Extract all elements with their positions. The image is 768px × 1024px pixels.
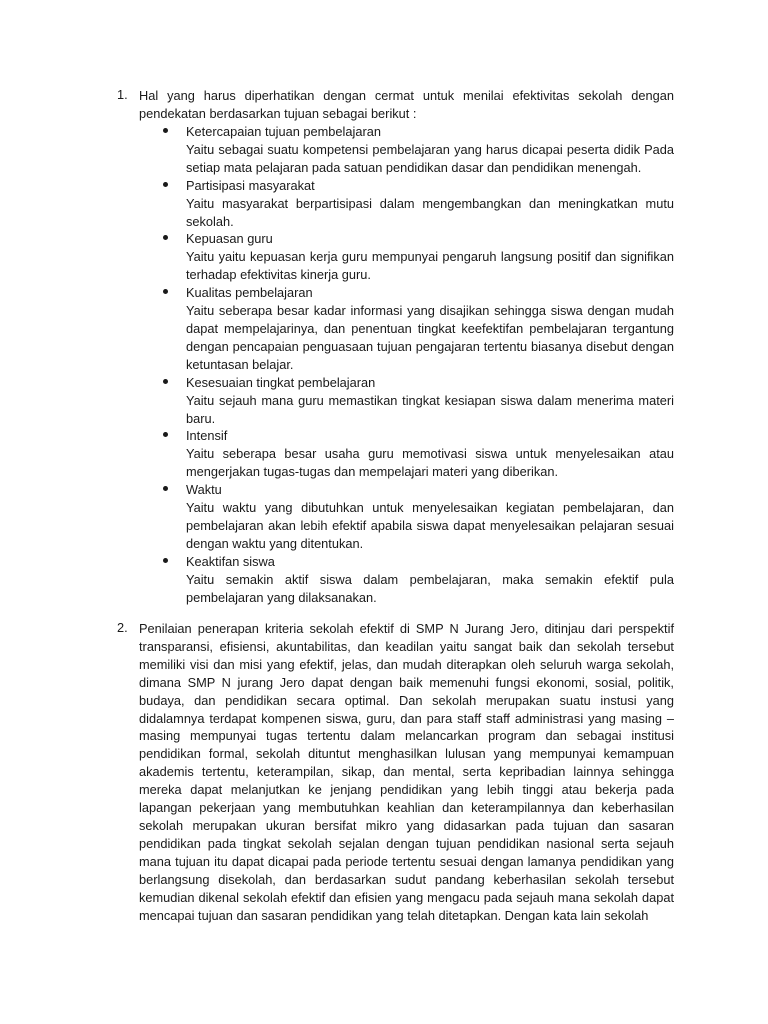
criteria-title: Kepuasan guru [186, 231, 273, 247]
criteria-description: Yaitu sejauh mana guru memastikan tingkat kesiapan siswa dalam menerima materi baru. [186, 392, 674, 426]
criteria-title: Waktu [186, 482, 222, 498]
criteria-title: Intensif [186, 428, 228, 444]
bullet-icon [163, 182, 168, 187]
criteria-description: Yaitu waktu yang dibutuhkan untuk menyelesaikan kegiatan pembelajaran, dan pembelajaran akan lebih efektif apabila siswa dapat menyelesaikan pelajaran sesuai dengan waktu yang ditentukan. [186, 500, 674, 551]
item-intro: Hal yang harus diperhatikan dengan cermat untuk menilai efektivitas sekolah dengan pendekatan berdasarkan tujuan sebagai berikut : [139, 88, 674, 121]
item-number: 1. [117, 87, 128, 102]
criteria-description: Yaitu sebagai suatu kompetensi pembelajaran yang harus dicapai peserta didik Pada setiap mata pelajaran pada satuan pendidikan dasar dan pendidikan menengah. [186, 141, 674, 175]
criteria-description: Yaitu yaitu kepuasan kerja guru mempunyai pengaruh langsung positif dan signifikan terhadap efektivitas kinerja guru. [186, 249, 674, 283]
criteria-description: Yaitu masyarakat berpartisipasi dalam mengembangkan dan meningkatkan mutu sekolah. [186, 195, 674, 229]
criteria-title: Keaktifan siswa [186, 553, 275, 569]
criteria-item [0, 123, 768, 177]
bullet-icon [163, 432, 168, 437]
item-paragraph: Penilaian penerapan kriteria sekolah efektif di SMP N Jurang Jero, ditinjau dari perspektif transparansi, efisiensi, akuntabilitas, dan keadilan yaitu sangat baik dan sekolah tersebut memiliki visi dan misi yang efektif, jelas, dan mudah diterapkan oleh seluruh warga sekolah, dimana SMP N jurang Jero dapat dengan baik memenuhi fungsi ekonomi, sosial, politik, budaya, dan pendidikan secara optimal. Dan sekolah merupakan suatu instusi yang didalamnya terdapat kompenen siswa, guru, dan para staff staff administrasi yang masing – masing mempunyai tugas tertentu dalam melancarkan program dan sebagai institusi pendidikan formal, sekolah dituntut menghasilkan lulusan yang mempunyai kemampuan akademis tertentu, keterampilan, sikap, dan mental, serta kepribadian lainnya sehingga mereka dapat melanjutkan ke jenjang pendidikan yang lebih tinggi atau bekerja pada lapangan pekerjaan yang membutuhkan keahlian dan keterampilannya dan keberhasilan sekolah merupakan ukuran bersifat mikro yang didasarkan pada tujuan dan sasaran pendidikan pada tingkat sekolah sejalan dengan tujuan pendidikan nasional serta sejauh mana tujuan itu dapat dicapai pada periode tertentu sesuai dengan lamanya pendidikan yang berlangsung disekolah, dan berdasarkan sudut pandang keberhasilan sekolah tersebut kemudian dikenal sekolah efektif dan efisien yang mengacu pada sejauh mana sekolah dapat mencapai tujuan dan sasaran pendidikan yang telah ditetapkan. Dengan kata lain sekolah [139, 621, 674, 923]
criteria-title: Partisipasi masyarakat [186, 177, 315, 193]
criteria-item [0, 427, 768, 481]
criteria-item [0, 230, 768, 284]
item-number: 2. [117, 620, 128, 635]
criteria-item [0, 553, 768, 607]
bullet-icon [163, 128, 168, 133]
criteria-description: Yaitu seberapa besar usaha guru memotivasi siswa untuk menyelesaikan atau mengerjakan tugas-tugas dan mempelajari materi yang diberikan. [186, 446, 674, 480]
bullet-icon [163, 558, 168, 563]
criteria-list [0, 123, 768, 606]
bullet-icon [163, 379, 168, 384]
criteria-title: Kualitas pembelajaran [186, 285, 313, 301]
criteria-title: Ketercapaian tujuan pembelajaran [186, 124, 381, 139]
criteria-description: Yaitu semakin aktif siswa dalam pembelajaran, maka semakin efektif pula pembelajaran yang dilaksanakan. [186, 571, 674, 605]
bullet-icon [163, 486, 168, 491]
bullet-icon [163, 235, 168, 240]
criteria-item [0, 481, 768, 553]
criteria-item [0, 177, 768, 231]
criteria-item [0, 284, 768, 374]
criteria-item [0, 374, 768, 428]
criteria-description: Yaitu seberapa besar kadar informasi yang disajikan sehingga siswa dengan mudah dapat mempelajarinya, dan penentuan tingkat keefektifan pembelajaran tergantung dengan pencapaian penguasaan tujuan pengajaran tertentu biasanya disebut dengan ketuntasan belajar. [186, 303, 674, 372]
bullet-icon [163, 289, 168, 294]
criteria-title: Kesesuaian tingkat pembelajaran [186, 374, 376, 390]
